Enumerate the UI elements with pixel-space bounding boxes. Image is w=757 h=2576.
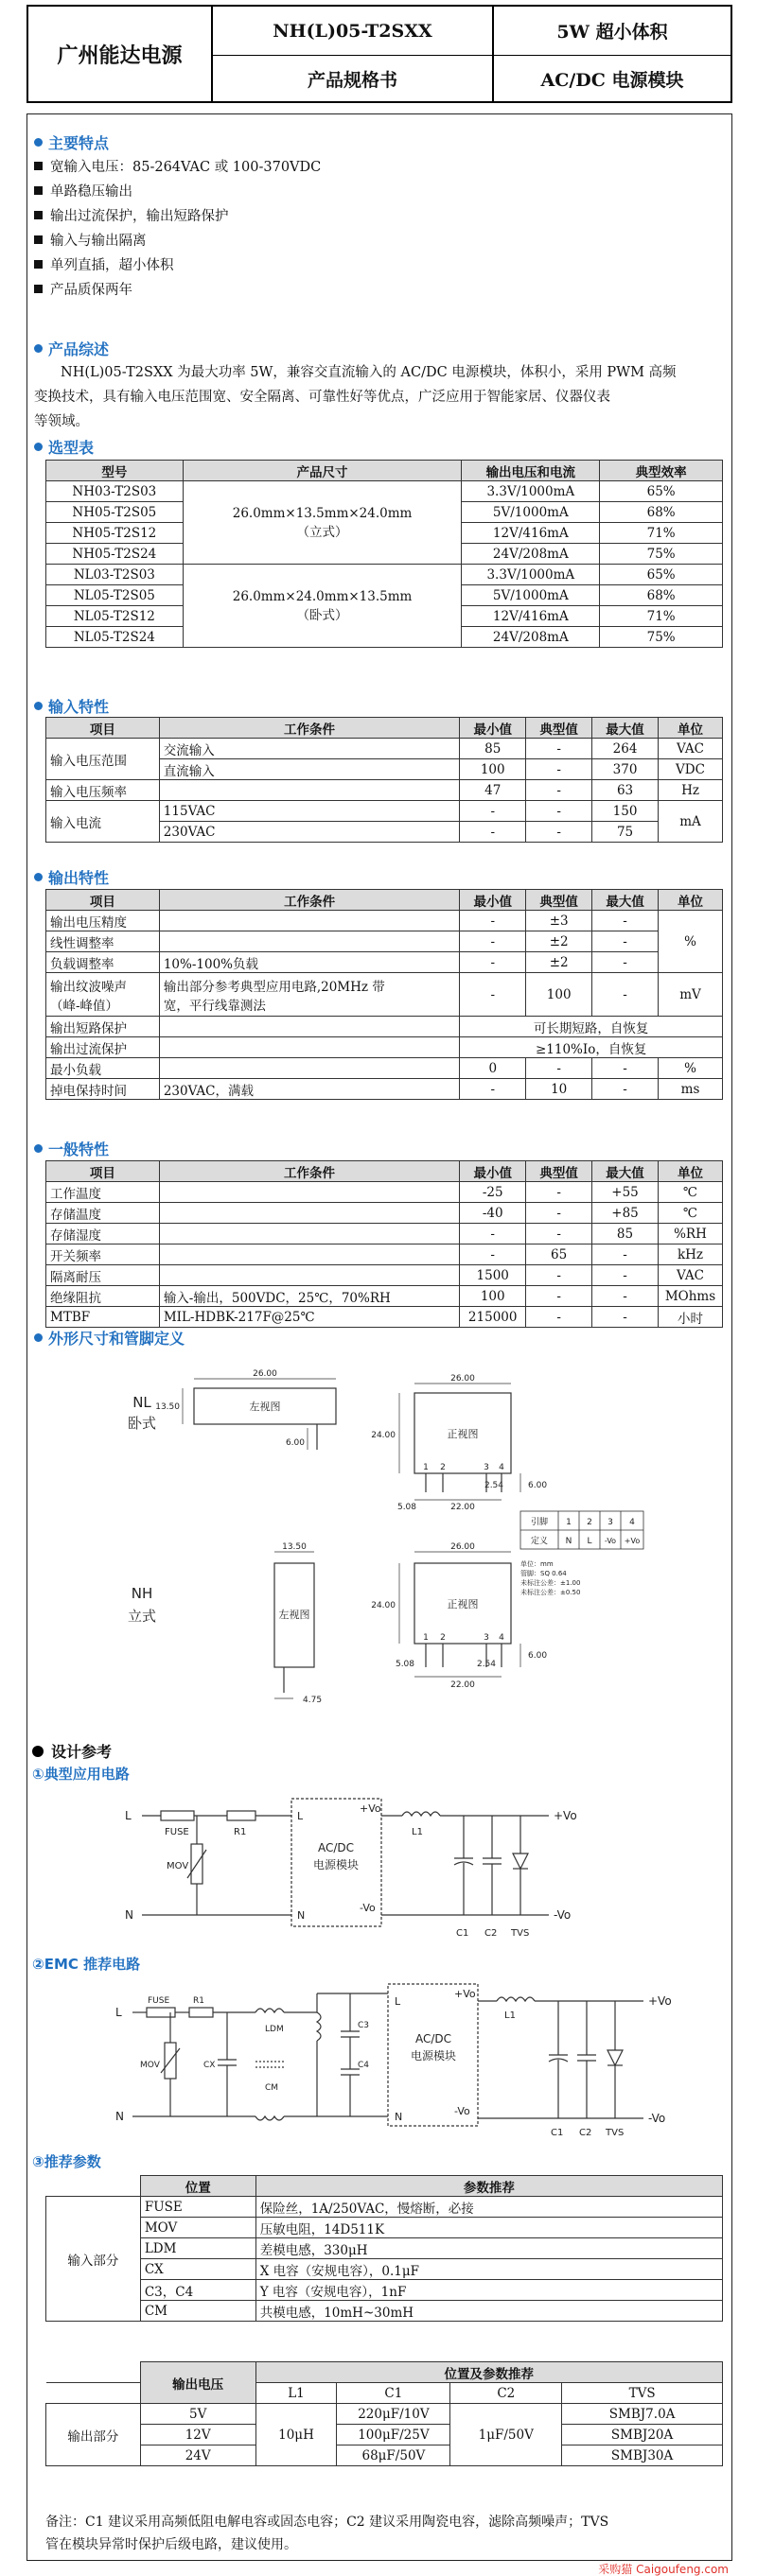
params-output-table: 输出电压 位置及参数推荐 L1 C1 C2 TVS 输出部分 5V 10μH 220μF/10V 1μF/50V SMBJ7.0A 12V 100μF/25V SMBJ20A 24V 68μF/50V SMBJ30A bbox=[45, 2361, 723, 2466]
svg-text:-Vo: -Vo bbox=[554, 1908, 572, 1922]
svg-text:C2: C2 bbox=[579, 2128, 592, 2138]
svg-text:LDM: LDM bbox=[265, 2025, 284, 2034]
table-row: 输入电流 115VAC - - 150 mA bbox=[46, 801, 723, 822]
svg-text:正视图: 正视图 bbox=[447, 1598, 479, 1610]
svg-text:L: L bbox=[297, 1810, 304, 1822]
svg-text:4: 4 bbox=[499, 1633, 504, 1643]
square-bullet-icon bbox=[34, 211, 43, 219]
bullet-icon bbox=[34, 1333, 43, 1342]
feature-item: 输出过流保护，输出短路保护 bbox=[34, 205, 229, 225]
svg-text:N: N bbox=[297, 1909, 306, 1922]
table-row: 最小负载 0 - - % bbox=[46, 1058, 723, 1079]
svg-text:-Vo: -Vo bbox=[648, 2112, 666, 2125]
table-row: 绝缘阻抗 输入-输出，500VDC，25℃，70%RH 100 - - MOhms bbox=[46, 1286, 723, 1307]
svg-text:13.50: 13.50 bbox=[282, 1542, 307, 1552]
model-title: NH(L)05-T2SXX bbox=[273, 20, 432, 42]
svg-text:AC/DC: AC/DC bbox=[414, 2032, 452, 2045]
table-row: 输出过流保护 ≥110%Io，自恢复 bbox=[46, 1037, 723, 1058]
svg-text:+Vo: +Vo bbox=[360, 1802, 381, 1815]
feature-item: 输入与输出隔离 bbox=[34, 230, 147, 250]
svg-text:2.54: 2.54 bbox=[484, 1481, 504, 1490]
square-bullet-icon bbox=[34, 235, 43, 244]
table-row: 隔离耐压 1500 - - VAC bbox=[46, 1265, 723, 1286]
svg-text:引脚: 引脚 bbox=[530, 1518, 549, 1527]
svg-text:TVS: TVS bbox=[606, 2128, 625, 2138]
header-box bbox=[26, 5, 732, 103]
svg-text:L: L bbox=[395, 1995, 401, 2008]
dims-title: 外形尺寸和管脚定义 bbox=[34, 1327, 185, 1349]
table-row: 输入电压范围 交流输入 85 - 264 VAC bbox=[46, 739, 723, 759]
svg-text:26.00: 26.00 bbox=[450, 1542, 475, 1552]
svg-text:2: 2 bbox=[587, 1518, 592, 1527]
general-spec-title: 一般特性 bbox=[34, 1138, 109, 1159]
output-spec-table: 项目 工作条件 最小值 典型值 最大值 单位 输出电压精度 - ±3 - % 线性调整率 - ±2 - 负载调整率 10%-100%负载 - ±2 - 输出纹波噪声 （峰-峰值） 输出部分参考典型应用电路,20MHz 带 宽，平行线靠测法 - 100 - mV 输出短路保护 可长期短路，自恢复 输出过流保护 ≥110%Io，自恢复 最小负载 0 - - % 掉电保持时间 230VAC，满载 - 10 - ms bbox=[45, 889, 723, 1100]
square-bullet-icon bbox=[34, 186, 43, 195]
svg-text:+Vo: +Vo bbox=[624, 1537, 641, 1545]
company-name: 广州能达电源 bbox=[57, 43, 183, 68]
table-row: 直流输入 100 - 370 VDC bbox=[46, 759, 723, 780]
svg-text:正视图: 正视图 bbox=[447, 1428, 479, 1440]
table-row: NL03-T2S03 26.0mm×24.0mm×13.5mm （卧式） 3.3V/1000mA 65% bbox=[46, 565, 723, 585]
bullet-icon bbox=[34, 138, 43, 147]
feature-item: 产品质保两年 bbox=[34, 279, 132, 299]
table-row: 输出短路保护 可长期短路，自恢复 bbox=[46, 1017, 723, 1037]
svg-text:L: L bbox=[125, 1809, 132, 1822]
svg-text:13.50: 13.50 bbox=[155, 1402, 180, 1412]
svg-text:2.54: 2.54 bbox=[476, 1660, 497, 1669]
table-row: NL05-T2S24 24V/208mA 75% bbox=[46, 627, 723, 648]
overview-title: 产品综述 bbox=[34, 338, 109, 359]
svg-text:1: 1 bbox=[566, 1518, 572, 1527]
table-row: NH03-T2S03 26.0mm×13.5mm×24.0mm （立式） 3.3V/1000mA 65% bbox=[46, 481, 723, 502]
svg-text:4: 4 bbox=[629, 1518, 635, 1527]
svg-text:立式: 立式 bbox=[127, 1608, 157, 1625]
table-row: NL05-T2S05 5V/1000mA 68% bbox=[46, 585, 723, 606]
svg-text:C1: C1 bbox=[456, 1928, 469, 1939]
typical-circuit bbox=[123, 1787, 653, 1948]
table-row: 输出部分 5V 10μH 220μF/10V 1μF/50V SMBJ7.0A bbox=[46, 2404, 723, 2425]
svg-text:C2: C2 bbox=[484, 1928, 498, 1939]
feature-item: 宽输入电压：85-264VAC 或 100-370VDC bbox=[34, 156, 321, 176]
watermark: 采购猫 Caigoufeng.com bbox=[598, 2563, 729, 2576]
svg-text:6.00: 6.00 bbox=[528, 1651, 548, 1661]
table-row: MTBF MIL-HDBK-217F@25℃ 215000 - - 小时 bbox=[46, 1307, 723, 1328]
table-row: 存储湿度 - - 85 %RH bbox=[46, 1224, 723, 1244]
svg-text:5.08: 5.08 bbox=[395, 1660, 415, 1669]
table-row: 12V 100μF/25V SMBJ20A bbox=[46, 2425, 723, 2445]
svg-text:22.00: 22.00 bbox=[450, 1680, 475, 1690]
params-title: ③推荐参数 bbox=[32, 2153, 101, 2170]
svg-text:未标注公差：±1.00: 未标注公差：±1.00 bbox=[520, 1579, 581, 1587]
svg-text:定义: 定义 bbox=[530, 1537, 549, 1546]
dimension-drawings bbox=[28, 1350, 729, 1738]
svg-text:L1: L1 bbox=[412, 1827, 423, 1837]
design-title: 设计参考 bbox=[32, 1740, 112, 1762]
bullet-icon bbox=[34, 1144, 43, 1153]
svg-text:C1: C1 bbox=[551, 2128, 564, 2138]
svg-text:R1: R1 bbox=[234, 1827, 247, 1837]
input-spec-table: 项目 工作条件 最小值 典型值 最大值 单位 输入电压范围 交流输入 85 - 264 VAC 直流输入 100 - 370 VDC 输入电压频率 47 - 63 Hz 输入电流 115VAC - - 150 mA 230VAC - - 75 bbox=[45, 717, 723, 843]
svg-text:卧式: 卧式 bbox=[127, 1415, 157, 1432]
svg-text:CX: CX bbox=[203, 2061, 216, 2070]
svg-text:-Vo: -Vo bbox=[360, 1902, 376, 1914]
svg-text:4.75: 4.75 bbox=[303, 1696, 323, 1705]
table-row: NL05-T2S12 12V/416mA 71% bbox=[46, 606, 723, 627]
svg-text:未标注公差：±0.50: 未标注公差：±0.50 bbox=[520, 1589, 581, 1596]
svg-text:3: 3 bbox=[607, 1518, 613, 1527]
bullet-icon bbox=[34, 702, 43, 710]
table-row: NH05-T2S24 24V/208mA 75% bbox=[46, 544, 723, 565]
svg-text:24.00: 24.00 bbox=[371, 1601, 396, 1610]
table-row: CX X 电容（安规电容），0.1μF bbox=[46, 2259, 723, 2280]
svg-text:24.00: 24.00 bbox=[371, 1431, 396, 1440]
svg-text:R1: R1 bbox=[193, 1996, 204, 2006]
svg-text:TVS: TVS bbox=[511, 1928, 530, 1939]
selection-table: 型号 产品尺寸 输出电压和电流 典型效率 NH03-T2S03 26.0mm×13.5mm×24.0mm （立式） 3.3V/1000mA 65% NH05-T2S05 5V/1000mA 68% NH05-T2S12 12V/416mA 71% NH05-T2S24 24V/208mA 75% NL03-T2S03 26.0mm×24.0mm×13.5mm （卧式） 3.3V/1000mA 65% NL05-T2S05 5V/1000mA 68% NL05-T2S12 12V/416mA 71% NL05-T2S24 24V/208mA 75% bbox=[45, 460, 723, 648]
svg-text:+Vo: +Vo bbox=[648, 1994, 672, 2008]
svg-text:左视图: 左视图 bbox=[278, 1609, 310, 1621]
svg-text:管脚：SQ 0.64: 管脚：SQ 0.64 bbox=[520, 1570, 567, 1577]
svg-text:电源模块: 电源模块 bbox=[312, 1858, 360, 1871]
svg-text:NH: NH bbox=[131, 1585, 153, 1602]
table-row: 工作温度 -25 - +55 ℃ bbox=[46, 1182, 723, 1203]
svg-text:L1: L1 bbox=[504, 2010, 516, 2021]
features-title: 主要特点 bbox=[34, 131, 109, 153]
feature-item: 单列直插，超小体积 bbox=[34, 254, 174, 274]
svg-text:FUSE: FUSE bbox=[148, 1996, 170, 2006]
svg-text:2: 2 bbox=[440, 1463, 446, 1472]
svg-text:22.00: 22.00 bbox=[450, 1503, 475, 1512]
tagline-1: 5W 超小体积 bbox=[556, 22, 668, 43]
svg-text:3: 3 bbox=[484, 1463, 489, 1472]
general-spec-table: 项目 工作条件 最小值 典型值 最大值 单位 工作温度 -25 - +55 ℃ 存储温度 -40 - +85 ℃ 存储湿度 - - 85 %RH 开关频率 - 65 - kHz 隔离耐压 1500 - - VAC 绝缘阻抗 输入-输出，500VDC，25℃，70%RH 100 - - MOhms MTBF MIL-HDBK-217F@25℃ 215000 - - 小时 bbox=[45, 1160, 723, 1328]
params-input-table: 位置 参数推荐 输入部分 FUSE 保险丝，1A/250VAC，慢熔断，必接 MOV 压敏电阻，14D511K LDM 差模电感，330μH CX X 电容（安规电容），0.1μF C3，C4 Y 电容（安规电容），1nF CM 共模电感，10mH~30mH bbox=[45, 2175, 723, 2322]
svg-text:MOV: MOV bbox=[140, 2061, 160, 2070]
table-row: 230VAC - - 75 bbox=[46, 822, 723, 843]
footnote: 备注：C1 建议采用高频低阻电解电容或固态电容；C2 建议采用陶瓷电容，滤除高频噪声；TVS 管在模块异常时保护后级电路，建议使用。 bbox=[45, 2515, 609, 2552]
svg-text:2: 2 bbox=[440, 1633, 446, 1643]
table-row: 输出纹波噪声 （峰-峰值） 输出部分参考典型应用电路,20MHz 带 宽，平行线靠测法 - 100 - mV bbox=[46, 973, 723, 1017]
svg-text:26.00: 26.00 bbox=[253, 1369, 277, 1379]
svg-text:NL: NL bbox=[132, 1394, 151, 1411]
overview-text: NH(L)05-T2SXX 为最大功率 5W，兼容交直流输入的 AC/DC 电源模块，体积小，采用 PWM 高频 变换技术，具有输入电压范围宽、安全隔离、可靠性好等优点，广泛应用于智能家居、仪器仪表 等领域。 bbox=[34, 365, 677, 429]
table-row: 24V 68μF/50V SMBJ30A bbox=[46, 2445, 723, 2466]
square-bullet-icon bbox=[34, 260, 43, 269]
svg-text:C4: C4 bbox=[358, 2061, 370, 2070]
svg-text:MOV: MOV bbox=[167, 1861, 189, 1871]
svg-text:26.00: 26.00 bbox=[450, 1374, 475, 1384]
svg-text:-Vo: -Vo bbox=[604, 1537, 617, 1545]
table-row: C3，C4 Y 电容（安规电容），1nF bbox=[46, 2280, 723, 2301]
svg-text:单位：mm: 单位：mm bbox=[520, 1560, 554, 1568]
svg-text:L: L bbox=[115, 2006, 122, 2019]
bullet-icon bbox=[34, 873, 43, 881]
table-row: NH05-T2S12 12V/416mA 71% bbox=[46, 523, 723, 544]
emc-circuit bbox=[114, 1975, 719, 2145]
table-row: MOV 压敏电阻，14D511K bbox=[46, 2218, 723, 2238]
emc-circuit-title: ②EMC 推荐电路 bbox=[32, 1956, 141, 1973]
table-row: 输入部分 FUSE 保险丝，1A/250VAC，慢熔断，必接 bbox=[46, 2197, 723, 2218]
table-row: 线性调整率 - ±2 - bbox=[46, 931, 723, 952]
table-row: CM 共模电感，10mH~30mH bbox=[46, 2301, 723, 2322]
typical-circuit-title: ①典型应用电路 bbox=[32, 1766, 130, 1783]
svg-text:1: 1 bbox=[423, 1633, 429, 1643]
svg-text:3: 3 bbox=[484, 1633, 489, 1643]
svg-text:电源模块: 电源模块 bbox=[410, 2049, 457, 2063]
svg-text:4: 4 bbox=[499, 1463, 504, 1472]
svg-text:CM: CM bbox=[265, 2083, 279, 2093]
output-spec-title: 输出特性 bbox=[34, 866, 109, 888]
svg-text:AC/DC: AC/DC bbox=[317, 1841, 355, 1854]
table-row: 负载调整率 10%-100%负载 - ±2 - bbox=[46, 952, 723, 973]
svg-text:N: N bbox=[395, 2111, 403, 2123]
input-spec-title: 输入特性 bbox=[34, 695, 109, 717]
svg-text:1: 1 bbox=[423, 1463, 429, 1472]
svg-text:C3: C3 bbox=[358, 2021, 370, 2030]
svg-text:N: N bbox=[115, 2110, 124, 2123]
doc-type: 产品规格书 bbox=[307, 69, 397, 91]
svg-text:N: N bbox=[565, 1537, 572, 1546]
selection-title: 选型表 bbox=[34, 436, 94, 458]
bullet-icon bbox=[32, 1746, 44, 1757]
tagline-2: AC/DC 电源模块 bbox=[540, 69, 684, 91]
feature-item: 单路稳压输出 bbox=[34, 181, 132, 200]
table-row: 掉电保持时间 230VAC，满载 - 10 - ms bbox=[46, 1079, 723, 1100]
table-row: 输出电压精度 - ±3 - % bbox=[46, 911, 723, 931]
square-bullet-icon bbox=[34, 285, 43, 293]
table-row: NH05-T2S05 5V/1000mA 68% bbox=[46, 502, 723, 523]
bullet-icon bbox=[34, 344, 43, 353]
svg-text:L: L bbox=[587, 1537, 592, 1546]
svg-text:+Vo: +Vo bbox=[454, 1988, 476, 2000]
square-bullet-icon bbox=[34, 162, 43, 170]
table-row: 输入电压频率 47 - 63 Hz bbox=[46, 780, 723, 801]
svg-text:N: N bbox=[125, 1908, 133, 1922]
svg-text:左视图: 左视图 bbox=[249, 1401, 281, 1413]
svg-text:-Vo: -Vo bbox=[454, 2105, 470, 2117]
svg-text:6.00: 6.00 bbox=[528, 1481, 548, 1490]
svg-text:FUSE: FUSE bbox=[165, 1827, 189, 1837]
table-row: 存储温度 -40 - +85 ℃ bbox=[46, 1203, 723, 1224]
svg-text:6.00: 6.00 bbox=[285, 1438, 305, 1448]
svg-text:+Vo: +Vo bbox=[554, 1809, 577, 1822]
table-row: LDM 差模电感，330μH bbox=[46, 2238, 723, 2259]
svg-text:5.08: 5.08 bbox=[396, 1503, 417, 1512]
bullet-icon bbox=[34, 443, 43, 451]
table-row: 开关频率 - 65 - kHz bbox=[46, 1244, 723, 1265]
